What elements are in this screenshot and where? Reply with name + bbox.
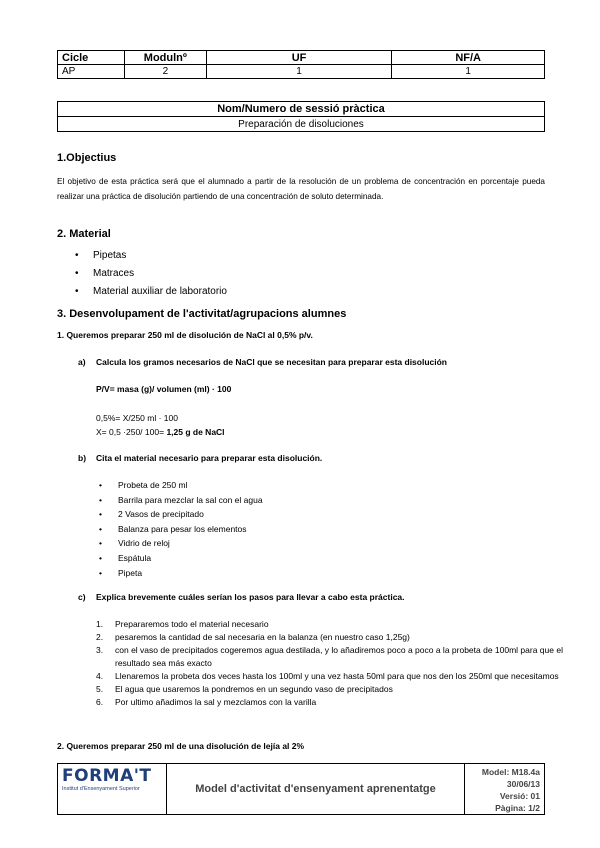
list-item: • Vidrio de reloj bbox=[99, 536, 263, 551]
col-cicle-value: AP bbox=[58, 65, 125, 79]
material-heading: 2. Material bbox=[57, 228, 111, 240]
question-2-title: 2. Queremos preparar 250 ml de una disolución de lejía al 2% bbox=[57, 741, 305, 751]
list-item bbox=[96, 644, 582, 670]
footer-date: 30/06/13 bbox=[506, 779, 540, 789]
question-b-label: b) bbox=[78, 453, 87, 463]
objectius-text: El objetivo de esta práctica será que el alumnado a partir de la resolución de un problema de concentración en porcentaje pueda realizar una práctica de disolución partiendo de una concentración de soluto determinada. bbox=[57, 177, 545, 201]
list-item: • Material auxiliar de laboratorio bbox=[57, 283, 227, 301]
list-item bbox=[96, 696, 582, 709]
step-text: Prepararemos todo el material necesario bbox=[115, 619, 269, 629]
list-item bbox=[96, 618, 582, 631]
step-text: Llenaremos la probeta dos veces hasta los 100ml y una vez hasta 50ml para que nos den los 250ml que necesitamos bbox=[115, 671, 559, 681]
steps-list bbox=[96, 618, 582, 709]
step-text: pesaremos la cantidad de sal necesaria en la balanza (en nuestro caso 1,25g) bbox=[115, 632, 410, 642]
session-table bbox=[57, 101, 545, 132]
list-item: • Probeta de 250 ml bbox=[99, 478, 263, 493]
list-item: • Pipetas bbox=[57, 247, 227, 265]
list-item bbox=[96, 683, 582, 696]
calc-line-2 bbox=[96, 426, 225, 439]
step-text: Por ultimo añadimos la sal y mezclamos con la varilla bbox=[115, 697, 317, 707]
list-item: • Pipeta bbox=[99, 566, 263, 581]
step-text: con el vaso de precipitados cogeremos agua destilada, y lo añadiremos poco a poco a la probeta de 100ml para que el resultado sea más exacto bbox=[115, 645, 563, 668]
list-item: • Barrila para mezclar la sal con el agua bbox=[99, 493, 263, 508]
module-info-table bbox=[57, 50, 545, 79]
list-item: • Balanza para pesar los elementos bbox=[99, 522, 263, 537]
question-a-text: Calcula los gramos necesarios de NaCl que se necesitan para preparar esta disolución bbox=[96, 357, 447, 367]
footer-version: Versió: 01 bbox=[499, 791, 540, 801]
question-1-title: 1. Queremos preparar 250 ml de disolución de NaCl al 0,5% p/v. bbox=[57, 330, 313, 340]
material-list bbox=[57, 247, 227, 301]
list-item: • 2 Vasos de precipitado bbox=[99, 507, 263, 522]
calc-result: 1,25 g de NaCl bbox=[166, 427, 225, 437]
question-b-text: Cita el material necesario para preparar esta disolución. bbox=[96, 453, 323, 463]
step-number: 6. bbox=[96, 697, 104, 707]
col-uf-value: 1 bbox=[206, 65, 392, 79]
col-nfa-header: NF/A bbox=[392, 51, 545, 65]
col-nfa-value: 1 bbox=[392, 65, 545, 79]
formula: P/V= masa (g)/ volumen (ml) · 100 bbox=[96, 384, 232, 394]
question-c-label: c) bbox=[78, 592, 86, 602]
list-item bbox=[96, 670, 582, 683]
col-modul-value: 2 bbox=[124, 65, 206, 79]
session-value: Preparación de disoluciones bbox=[58, 117, 545, 132]
logo-subtitle: Institut d'Ensenyament Superior bbox=[62, 786, 140, 792]
logo-wordmark: FORMA'T bbox=[62, 766, 152, 786]
formatlogo bbox=[58, 764, 167, 814]
question-c-text: Explica brevemente cuáles serían los pasos para llevar a cabo esta práctica. bbox=[96, 592, 405, 602]
step-number: 4. bbox=[96, 671, 104, 681]
calc-line-2-prefix: X= 0,5 ·250/ 100= bbox=[96, 427, 165, 437]
footer-meta bbox=[465, 764, 544, 814]
list-item: • Matraces bbox=[57, 265, 227, 283]
step-text: El agua que usaremos la pondremos en un segundo vaso de precipitados bbox=[115, 684, 393, 694]
footer-page: Pàgina: 1/2 bbox=[495, 803, 540, 813]
footer-title: Model d'activitat d'ensenyament aprenentatge bbox=[167, 764, 465, 814]
page-footer bbox=[57, 763, 545, 815]
col-modul-header: Modulnº bbox=[124, 51, 206, 65]
list-item bbox=[96, 631, 582, 644]
step-number: 1. bbox=[96, 619, 104, 629]
calc-line-1: 0,5%= X/250 ml · 100 bbox=[96, 413, 178, 423]
col-cicle-header: Cicle bbox=[58, 51, 125, 65]
col-uf-header: UF bbox=[206, 51, 392, 65]
step-number: 5. bbox=[96, 684, 104, 694]
objectius-heading: 1.Objectius bbox=[57, 152, 117, 164]
step-number: 3. bbox=[96, 645, 104, 655]
desenvolupament-heading: 3. Desenvolupament de l'activitat/agrupacions alumnes bbox=[57, 308, 347, 320]
step-number: 2. bbox=[96, 632, 104, 642]
footer-model: Model: M18.4a bbox=[481, 767, 540, 777]
material-needed-list bbox=[99, 478, 263, 580]
question-a-label: a) bbox=[78, 357, 86, 367]
list-item: • Espátula bbox=[99, 551, 263, 566]
session-heading: Nom/Numero de sessió pràctica bbox=[58, 102, 545, 117]
